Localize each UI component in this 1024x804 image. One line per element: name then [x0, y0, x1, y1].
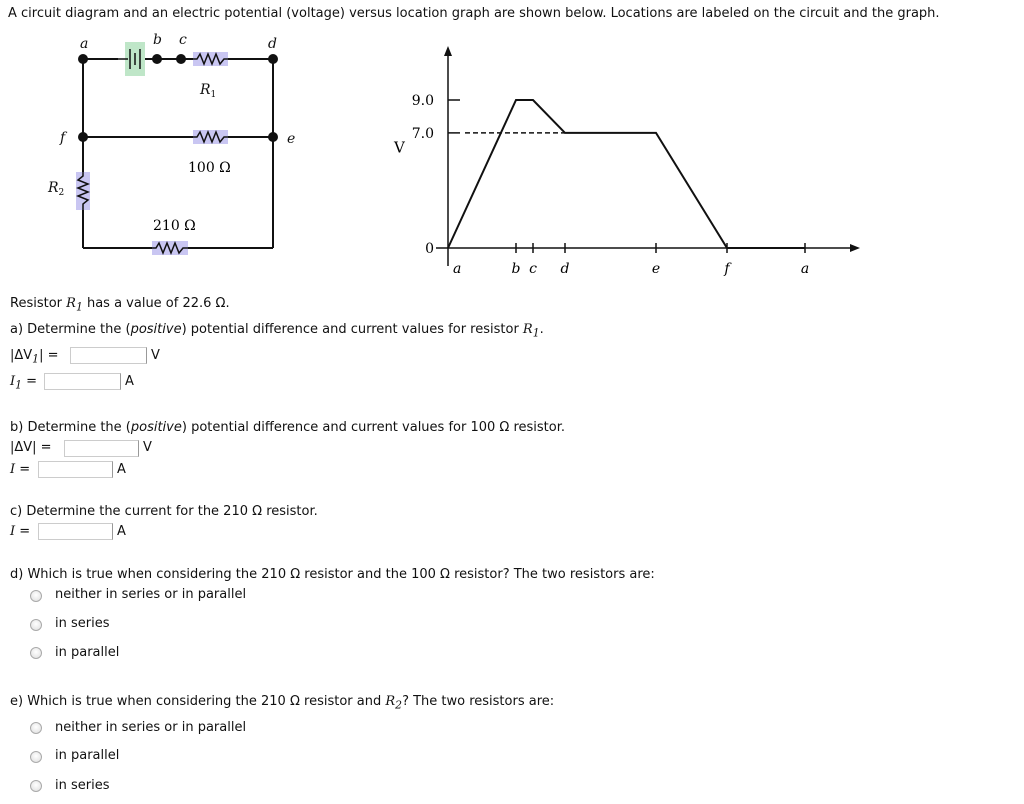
- node-label-b: b: [153, 32, 162, 48]
- d-option-series-radio[interactable]: [30, 619, 42, 631]
- x-axis-arrow: [850, 244, 860, 252]
- b-dv-label: |ΔV| =: [10, 440, 52, 455]
- x-tick-label-a: a: [800, 261, 810, 277]
- a-i-input[interactable]: [44, 373, 121, 390]
- voltage-location-graph: [380, 40, 870, 280]
- x-tick-label-e: e: [651, 261, 661, 277]
- question-b: b) Determine the (positive) potential difference and current values for 100 Ω resistor.: [10, 420, 566, 435]
- node-label-e: e: [287, 131, 296, 147]
- e-option-parallel-radio[interactable]: [30, 751, 42, 763]
- node-label-f: f: [60, 130, 66, 146]
- question-c: c) Determine the current for the 210 Ω resistor.: [10, 504, 318, 519]
- prompt-text: A circuit diagram and an electric potential (voltage) versus location graph are shown below. Locations are labeled on the circuit and the graph.: [8, 6, 940, 21]
- d-option-neither-radio[interactable]: [30, 590, 42, 602]
- y-tick-label: 7.0: [411, 125, 434, 142]
- d-option-label: in parallel: [55, 645, 120, 660]
- d-option-parallel-radio[interactable]: [30, 647, 42, 659]
- e-option-label: in series: [55, 778, 110, 793]
- a-i-unit: A: [125, 374, 134, 389]
- question-d: d) Which is true when considering the 210 Ω resistor and the 100 Ω resistor? The two resistors are:: [10, 567, 655, 582]
- b-dv-unit: V: [143, 440, 152, 455]
- a-dv-input[interactable]: [70, 347, 147, 364]
- y-axis-label: V: [394, 138, 405, 157]
- x-tick-label-a: a: [453, 261, 462, 277]
- resistor-r1: [193, 52, 228, 66]
- e-option-series-radio[interactable]: [30, 780, 42, 792]
- node-label-d: d: [268, 36, 277, 52]
- potential-line: [448, 100, 805, 248]
- x-tick-label-c: c: [529, 261, 537, 277]
- circuit-diagram: [0, 0, 320, 270]
- r100-label: 100 Ω: [188, 160, 231, 176]
- b-i-input[interactable]: [38, 461, 113, 478]
- y-axis-arrow: [444, 46, 452, 56]
- a-dv-unit: V: [151, 348, 160, 363]
- b-i-label: I =: [10, 462, 31, 477]
- question-a: a) Determine the (positive) potential difference and current values for resistor $R_1$.: [10, 322, 544, 340]
- d-option-label: in series: [55, 616, 110, 631]
- node-label-c: c: [179, 32, 187, 48]
- node-label-a: a: [80, 36, 89, 52]
- b-i-unit: A: [117, 462, 126, 477]
- y-tick-label: 9.0: [411, 93, 434, 109]
- c-i-unit: A: [117, 524, 126, 539]
- resistor-100: [193, 130, 228, 144]
- y-tick-label: 0: [425, 241, 434, 257]
- resistor-210: [152, 241, 188, 255]
- e-option-label: neither in series or in parallel: [55, 720, 247, 735]
- e-option-neither-radio[interactable]: [30, 722, 42, 734]
- r2-label: $R_2$: [48, 180, 65, 198]
- r210-label: 210 Ω: [153, 218, 196, 234]
- resistor-r2: [76, 172, 90, 210]
- x-tick-label-d: d: [560, 261, 570, 277]
- c-i-input[interactable]: [38, 523, 113, 540]
- x-tick-label-f: f: [724, 261, 730, 277]
- intro-text: Resistor $R_1$ has a value of 22.6 Ω.: [10, 296, 230, 314]
- question-e: e) Which is true when considering the 210 Ω resistor and $R_2$? The two resistors are:: [10, 694, 555, 712]
- d-option-label: neither in series or in parallel: [55, 587, 247, 602]
- a-dv-label: $|\Delta V_1|$ =: [10, 348, 59, 366]
- b-dv-input[interactable]: [64, 440, 139, 457]
- c-i-label: I =: [10, 524, 31, 539]
- r1-label: $R_1$: [200, 82, 217, 100]
- e-option-label: in parallel: [55, 748, 120, 763]
- a-i-label: $I_1$ =: [10, 374, 38, 392]
- x-tick-label-b: b: [511, 261, 521, 277]
